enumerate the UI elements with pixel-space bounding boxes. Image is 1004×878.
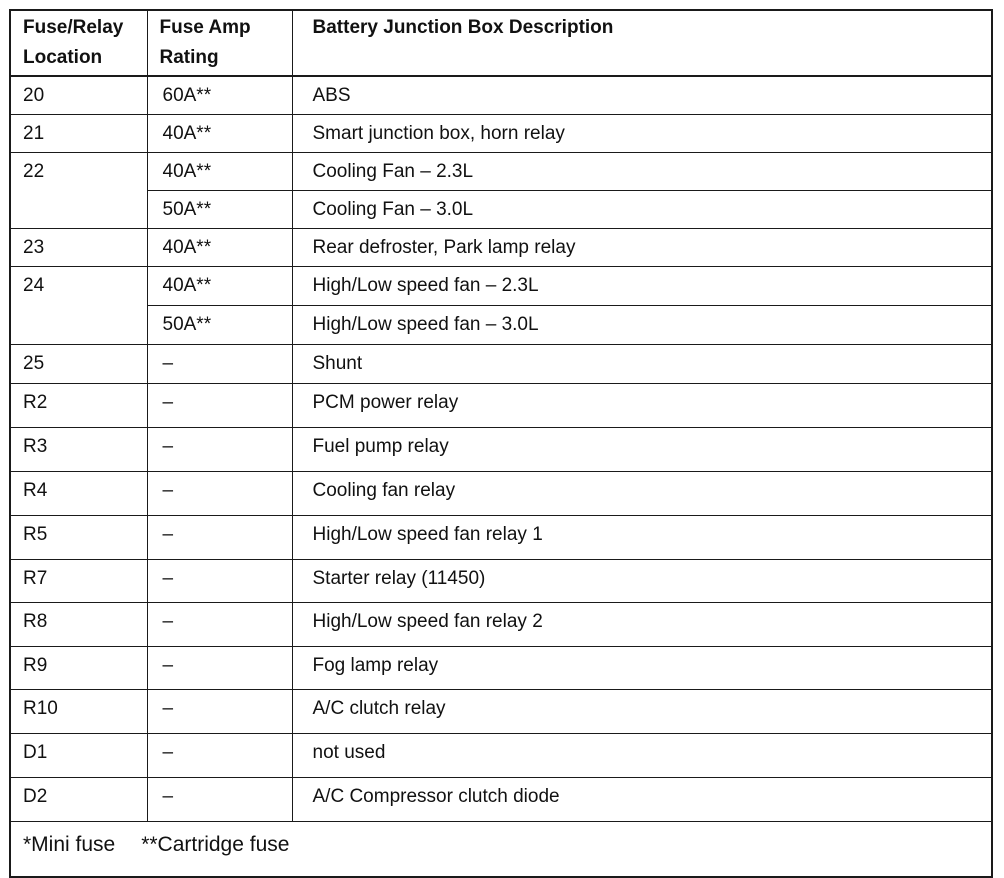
description-cell: Fuel pump relay (292, 428, 991, 472)
footnote-mini-fuse: *Mini fuse (23, 833, 116, 856)
description-cell: Cooling fan relay (292, 472, 991, 516)
amp-cell: – (147, 560, 292, 603)
description-cell: ABS (292, 76, 991, 115)
footnote-cartridge-fuse: **Cartridge fuse (141, 833, 290, 856)
location-cell: 20 (11, 76, 147, 115)
footnote-row (11, 822, 991, 877)
amp-cell: – (147, 647, 292, 690)
table-row (11, 384, 991, 428)
amp-cell: – (147, 690, 292, 734)
description-cell: Cooling Fan – 2.3L (292, 153, 991, 191)
header-amp-line2: Rating (159, 47, 219, 68)
table-row (11, 560, 991, 603)
header-location (11, 11, 147, 76)
amp-cell: – (147, 345, 292, 384)
location-cell: 21 (11, 115, 147, 153)
table-row (11, 472, 991, 516)
amp-cell: – (147, 734, 292, 778)
table-row (11, 647, 991, 690)
header-amp-rating (147, 11, 292, 76)
location-cell: 22 (11, 153, 147, 229)
description-cell: High/Low speed fan relay 2 (292, 603, 991, 647)
header-description: Battery Junction Box Description (292, 11, 991, 76)
description-cell: High/Low speed fan – 3.0L (292, 306, 991, 345)
table-row (11, 516, 991, 560)
location-cell: R3 (11, 428, 147, 472)
location-cell: 24 (11, 267, 147, 345)
amp-cell: – (147, 603, 292, 647)
fuse-table-frame (9, 9, 993, 878)
table-row (11, 267, 991, 306)
description-cell: Smart junction box, horn relay (292, 115, 991, 153)
description-cell: PCM power relay (292, 384, 991, 428)
table-row (11, 229, 991, 267)
header-row (11, 11, 991, 76)
table-row (11, 153, 991, 191)
header-location-line2: Location (23, 47, 103, 68)
table-row (11, 603, 991, 647)
description-cell: Shunt (292, 345, 991, 384)
location-cell: D1 (11, 734, 147, 778)
amp-cell: 50A** (147, 191, 292, 229)
table-row (11, 428, 991, 472)
amp-cell: 40A** (147, 267, 292, 306)
amp-cell: – (147, 516, 292, 560)
footnote-cell (11, 822, 991, 877)
description-cell: A/C Compressor clutch diode (292, 778, 991, 822)
table-row (11, 191, 991, 229)
location-cell: 25 (11, 345, 147, 384)
description-cell: A/C clutch relay (292, 690, 991, 734)
location-cell: R9 (11, 647, 147, 690)
amp-cell: 50A** (147, 306, 292, 345)
table-row (11, 345, 991, 384)
amp-cell: 40A** (147, 153, 292, 191)
amp-cell: – (147, 778, 292, 822)
description-cell: High/Low speed fan – 2.3L (292, 267, 991, 306)
location-cell: R4 (11, 472, 147, 516)
table-row (11, 306, 991, 345)
description-cell: Fog lamp relay (292, 647, 991, 690)
location-cell: R8 (11, 603, 147, 647)
amp-cell: 60A** (147, 76, 292, 115)
table-row (11, 76, 991, 115)
location-cell: R2 (11, 384, 147, 428)
description-cell: Cooling Fan – 3.0L (292, 191, 991, 229)
location-cell: R7 (11, 560, 147, 603)
header-location-line1: Fuse/Relay (23, 17, 124, 38)
fuse-relay-table (11, 11, 991, 876)
table-row (11, 734, 991, 778)
amp-cell: 40A** (147, 115, 292, 153)
amp-cell: – (147, 428, 292, 472)
table-row (11, 690, 991, 734)
description-cell: Rear defroster, Park lamp relay (292, 229, 991, 267)
amp-cell: 40A** (147, 229, 292, 267)
header-amp-line1: Fuse Amp (159, 17, 251, 38)
location-cell: R5 (11, 516, 147, 560)
description-cell: not used (292, 734, 991, 778)
description-cell: Starter relay (11450) (292, 560, 991, 603)
amp-cell: – (147, 472, 292, 516)
table-row (11, 115, 991, 153)
location-cell: R10 (11, 690, 147, 734)
table-row (11, 778, 991, 822)
amp-cell: – (147, 384, 292, 428)
location-cell: 23 (11, 229, 147, 267)
description-cell: High/Low speed fan relay 1 (292, 516, 991, 560)
location-cell: D2 (11, 778, 147, 822)
